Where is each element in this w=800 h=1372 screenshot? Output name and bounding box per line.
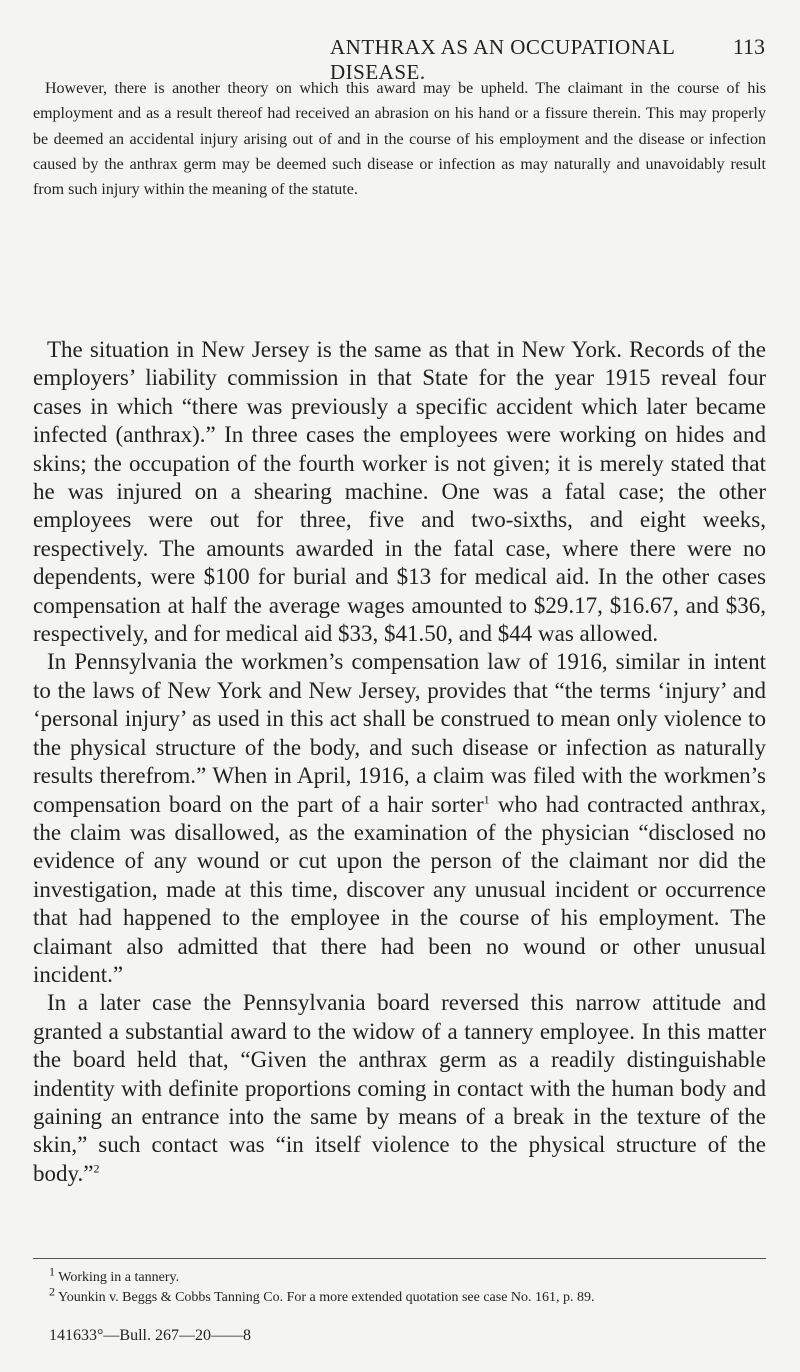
footnote-ref-2[interactable]: 2 <box>93 1161 100 1176</box>
later-case-paragraph <box>33 989 766 1188</box>
new-jersey-paragraph: The situation in New Jersey is the same as that in New York. Records of the employers’ liability commission in that State for the year 1915 reveal four cases in which “there was previously a specific accident which later became infected (anthrax).” In three cases the employees were working on hides and skins; the occupation of the fourth worker is not given; it is merely stated that he was injured on a shearing machine. One was a fatal case; the other employees were out for three, five and two-sixths, and eight weeks, respectively. The amounts awarded in the fatal case, where there were no dependents, were $100 for burial and $13 for medical aid. In the other cases compensation at half the average wages amounted to $29.17, $16.67, and $36, respectively, and for medical aid $33, $41.50, and $44 was allowed. <box>33 337 766 647</box>
printer-imprint: 141633°—Bull. 267—20——8 <box>49 1327 251 1344</box>
pennsylvania-paragraph-part-2: who had contracted anthrax, the claim was disallowed, as the examination of the physician “disclosed no evidence of any wound or cut upon the person of the claimant nor did the investigation, made at this time, discover any unusual incident or occurrence that had happened to the employee in the course of his employment. The claimant also admitted that there had been no wound or other unusual incident.” <box>33 791 767 987</box>
footnote-1 <box>33 1264 766 1288</box>
footnote-ref-1[interactable]: 1 <box>483 791 490 806</box>
footnote-1-marker: 1 <box>49 1264 55 1279</box>
footnote-2-text: Younkin v. Beggs & Cobbs Tanning Co. For a more extended quotation see case No. 161, p. 89. <box>57 1290 595 1305</box>
page-number: 113 <box>732 34 765 59</box>
later-case-text: In a later case the Pennsylvania board reversed this narrow attitude and granted a substantial award to the widow of a tannery employee. In this matter the board held that, “Given the anthrax germ as a readily distinguishable indentity with definite proportions coming in contact with the human body and gaining an entrance into the same by means of a break in the texture of the skin,” such contact was “in itself violence to the physical structure of the body.” <box>33 990 766 1186</box>
footnote-2-marker: 2 <box>49 1284 55 1299</box>
pennsylvania-paragraph-part-1: In Pennsylvania the workmen’s compensation law of 1916, similar in intent to the laws of New York and New Jersey, provides that “the terms ‘injury’ and ‘personal injury’ as used in this act shall be construed to mean only violence to the physical structure of the body, and such disease or infection as naturally results therefrom.” When in April, 1916, a claim was filed with the workmen’s compensation board on the part of a hair sorter <box>33 649 766 817</box>
footnotes <box>33 1264 766 1308</box>
main-text <box>33 336 766 1188</box>
running-title: ANTHRAX AS AN OCCUPATIONAL DISEASE. <box>330 35 675 84</box>
footnote-2 <box>33 1284 766 1308</box>
quoted-decision-paragraph: However, there is another theory on which this award may be upheld. The claimant in the course of his employment and as a result thereof had received an abrasion on his hand or a fissure therein. This may properly be deemed an accidental injury arising out of and in the course of his employment and the disease or infection caused by the anthrax germ may be deemed such disease or infection as may naturally and unavoidably result from such injury within the meaning of the statute. <box>33 80 766 199</box>
pennsylvania-paragraph <box>33 648 766 989</box>
footnote-1-text: Working in a tannery. <box>58 1270 180 1285</box>
footnote-divider <box>33 1258 766 1259</box>
